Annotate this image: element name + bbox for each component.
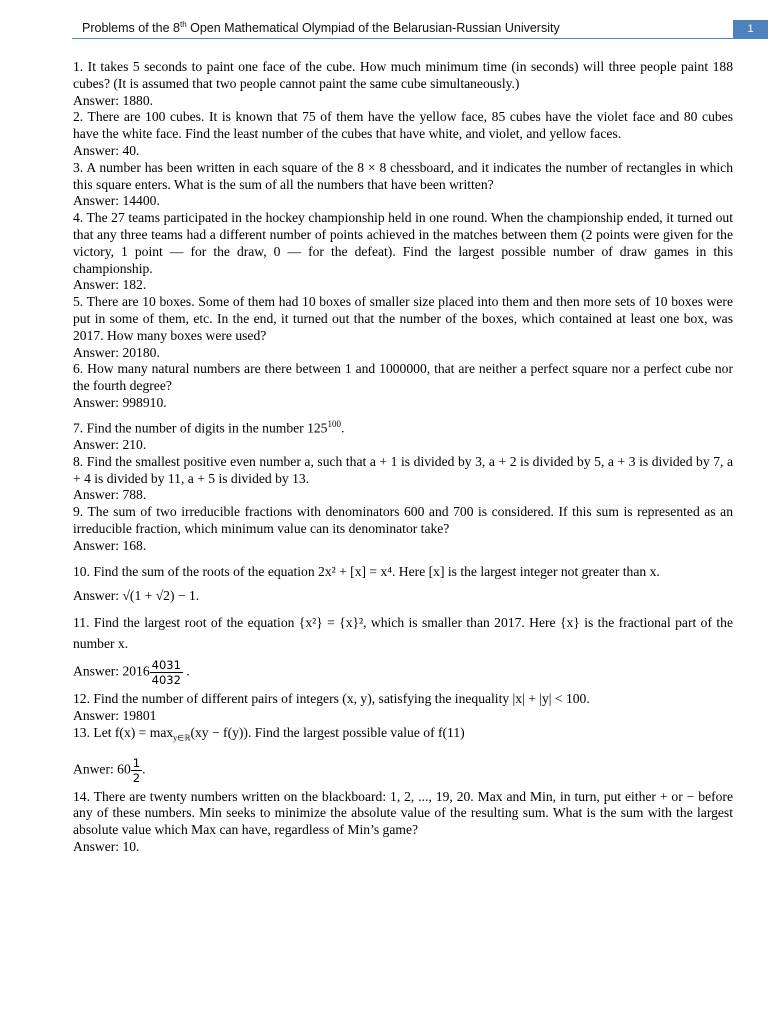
answer-3: Answer: 14400. <box>73 193 160 209</box>
answer-8: Answer: 788. <box>73 487 147 503</box>
problem-7: 7. Find the number of digits in the number $125^{100}$. <box>73 418 345 436</box>
problem-8: 8. Find the smallest positive even number a, such that a + 1 is divided by 3, a + 2 is divided by 5, a + 3 is divided by 7, a + 4 is divided by 11, a + 5 is divided by 13. <box>73 453 733 486</box>
answer-11: Answer: 2016 $\frac{4031}{4032}$ . <box>73 658 190 688</box>
problem-10: 10. Find the sum of the roots of the equation 2x² + [x] = x⁴. Here [x] is the largest integer not greater than x. <box>73 563 660 579</box>
problem-3: 3. A number has been written in each square of the 8 × 8 chessboard, and it indicates the number of rectangles in which this square enters. What is the sum of all the numbers that have been written? <box>73 159 733 192</box>
answer-7: Answer: 210. <box>73 437 147 453</box>
problem-14: 14. There are twenty numbers written on the blackboard: 1, 2, ..., 19, 20. Max and Min, in turn, put either + or − before any of these numbers. Min seeks to minimize the absolute value of the resulting sum. What is the sum with the largest absolute value which Max can have, regardless of Min’s game? <box>73 788 733 838</box>
answer-1: Answer: 1880. <box>73 92 154 108</box>
page-number: 1 <box>733 20 768 38</box>
answer-13-fraction: $\frac{1}{2}$ <box>132 755 141 785</box>
problem-1: 1. It takes 5 seconds to paint one face of the cube. How much minimum time (in seconds) will three people paint 188 cubes? (It is assumed that two people cannot paint the same cube simultaneously.) <box>73 59 733 91</box>
answer-2: Answer: 40. <box>73 142 140 158</box>
answer-13: Anwer: 60 $\frac{1}{2}$ . <box>73 755 146 785</box>
problem-6: 6. How many natural numbers are there between 1 and 1000000, that are neither a perfect square nor a perfect cube nor the fourth degree? <box>73 361 733 394</box>
answer-5: Answer: 20180. <box>73 344 160 360</box>
answer-6: Answer: 998910. <box>73 394 167 410</box>
answer-10: Answer: √(1 + √2) − 1. <box>73 587 200 603</box>
answer-9: Answer: 168. <box>73 537 147 553</box>
page-header <box>0 0 768 40</box>
header-title: Problems of the 8th Open Mathematical Olympiad of the Belarusian-Russian University <box>82 20 560 36</box>
answer-12: Answer: 19801 <box>73 708 157 724</box>
problem-2: 2. There are 100 cubes. It is known that 75 of them have the yellow face, 85 cubes have the violet face and 80 cubes have the white face. Find the least number of the cubes that have white, and violet, and yellow faces. <box>73 109 733 142</box>
problem-5: 5. There are 10 boxes. Some of them had 10 boxes of smaller size placed into them and then more sets of 10 boxes were put in some of them, etc. In the end, it turned out that the number of the boxes, which contained at least one box, was 2017. How many boxes were used? <box>73 294 733 343</box>
answer-11-fraction: $\frac{4031}{4032}$ <box>151 658 181 688</box>
problem-9: 9. The sum of two irreducible fractions with denominators 600 and 700 is considered. If this sum is represented as an irreducible fraction, which minimum value can its denominator take? <box>73 504 733 537</box>
answer-14: Answer: 10. <box>73 838 140 854</box>
problem-4: 4. The 27 teams participated in the hockey championship held in one round. When the championship ended, it turned out that any three teams had a different number of points achieved in the matches between them (2 points were given for the victory, 1 point — for the draw, 0 — for the defeat). Find the largest possible number of draw games in this championship. <box>73 210 733 276</box>
problem-13: 13. Let $f(x) = \max_{y\in ℝ}(xy - f(y))$. Find the largest possible value of f(11) <box>73 725 465 743</box>
problem-11: 11. Find the largest root of the equation {x²} = {x}², which is smaller than 2017. Here {x} is the fractional part of the number x. <box>73 615 733 652</box>
answer-4: Answer: 182. <box>73 277 147 293</box>
problem-12: 12. Find the number of different pairs of integers (x, y), satisfying the inequality |x| + |y| < 100. <box>73 691 590 707</box>
problems-list <box>73 59 733 856</box>
header-rule <box>72 38 768 39</box>
